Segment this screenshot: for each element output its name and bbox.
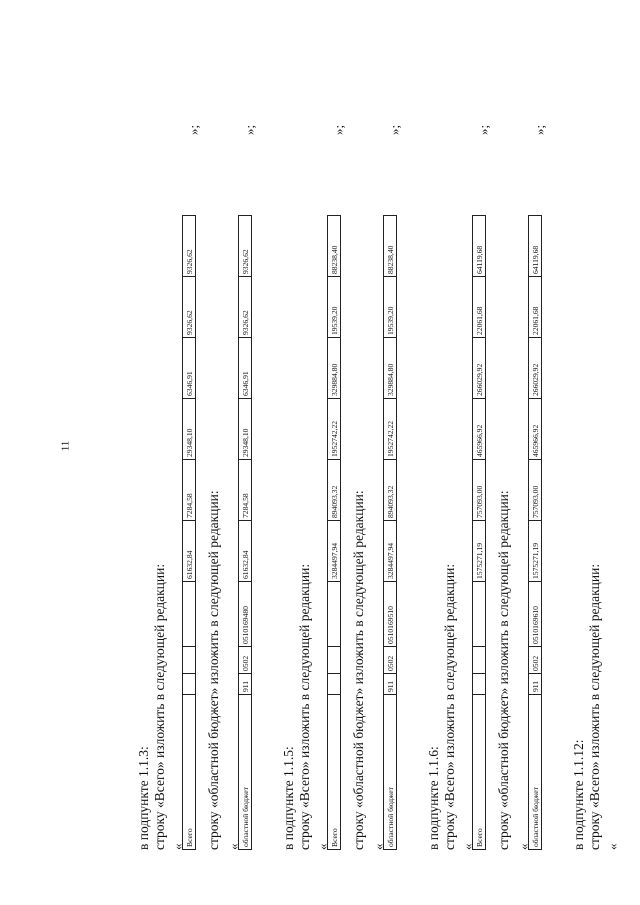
value-cell: 61632,84 — [239, 521, 252, 582]
budget-row — [528, 215, 542, 850]
open-quote: « — [226, 843, 241, 850]
value-cell: 6346,91 — [183, 338, 196, 399]
budget-row — [238, 215, 252, 850]
value-cell: 9326,62 — [239, 277, 252, 338]
target-code-cell — [473, 582, 486, 647]
row-name-cell: Всего — [328, 695, 341, 850]
value-cell: 1575271,19 — [473, 521, 486, 582]
instruction-text: строку «Всего» изложить в следующей редакции: — [442, 563, 457, 850]
instruction-text: строку «Всего» изложить в следующей редакции: — [297, 563, 312, 850]
code-cell — [473, 674, 486, 695]
value-cell: 757093,00 — [473, 460, 486, 521]
close-quote: »; — [532, 124, 547, 135]
value-cell: 64119,68 — [529, 216, 542, 277]
value-cell: 22061,68 — [473, 277, 486, 338]
value-cell: 88238,40 — [328, 216, 341, 277]
target-code-cell: 0510169610 — [529, 582, 542, 647]
instruction-text: строку «областной бюджет» изложить в следующей редакции: — [206, 490, 221, 850]
open-quote: « — [371, 843, 386, 850]
value-cell: 29348,10 — [239, 399, 252, 460]
value-cell: 465966,92 — [529, 399, 542, 460]
value-cell: 465966,92 — [473, 399, 486, 460]
value-cell: 7284,58 — [183, 460, 196, 521]
section-cell: 0502 — [384, 647, 397, 674]
value-cell: 19539,20 — [384, 277, 397, 338]
value-cell: 19539,20 — [328, 277, 341, 338]
close-quote: »; — [476, 124, 491, 135]
section-cell: 0502 — [529, 647, 542, 674]
value-cell: 7284,58 — [239, 460, 252, 521]
open-quote: « — [460, 843, 475, 850]
close-quote: »; — [186, 124, 201, 135]
row-name-cell: областной бюджет — [239, 695, 252, 850]
value-cell: 329884,80 — [328, 338, 341, 399]
value-cell: 9326,62 — [183, 216, 196, 277]
value-cell: 22061,68 — [529, 277, 542, 338]
total-row — [327, 215, 341, 850]
total-row — [472, 215, 486, 850]
row-name-cell: Всего — [473, 695, 486, 850]
target-code-cell — [183, 582, 196, 647]
rotated-document — [128, 60, 620, 850]
value-cell: 894093,32 — [384, 460, 397, 521]
open-quote: « — [170, 843, 185, 850]
value-cell: 3284497,94 — [328, 521, 341, 582]
value-cell: 64119,68 — [473, 216, 486, 277]
value-cell: 757093,00 — [529, 460, 542, 521]
section-cell — [183, 647, 196, 674]
page-number: 11 — [59, 440, 72, 452]
value-cell: 1575271,19 — [529, 521, 542, 582]
value-cell: 88238,40 — [384, 216, 397, 277]
close-quote: »; — [242, 124, 257, 135]
section-cell: 0502 — [239, 647, 252, 674]
row-name-cell: областной бюджет — [384, 695, 397, 850]
instruction-text: строку «областной бюджет» изложить в следующей редакции: — [351, 490, 366, 850]
target-code-cell: 0510169510 — [384, 582, 397, 647]
value-cell: 1952742,22 — [384, 399, 397, 460]
value-cell: 6346,91 — [239, 338, 252, 399]
close-quote: »; — [387, 124, 402, 135]
value-cell: 9326,62 — [239, 216, 252, 277]
subpoint-heading: в подпункте 1.1.12: — [571, 739, 586, 850]
value-cell: 266029,92 — [529, 338, 542, 399]
code-cell — [328, 674, 341, 695]
value-cell: 1952742,22 — [328, 399, 341, 460]
close-quote: »; — [331, 124, 346, 135]
value-cell: 894093,32 — [328, 460, 341, 521]
budget-row — [383, 215, 397, 850]
value-cell: 29348,10 — [183, 399, 196, 460]
subpoint-heading: в подпункте 1.1.3: — [136, 746, 151, 850]
open-quote: « — [315, 843, 330, 850]
subpoint-heading: в подпункте 1.1.6: — [426, 746, 441, 850]
code-cell: 911 — [239, 674, 252, 695]
value-cell: 61632,84 — [183, 521, 196, 582]
row-name-cell: областной бюджет — [529, 695, 542, 850]
target-code-cell: 0510169480 — [239, 582, 252, 647]
section-cell — [328, 647, 341, 674]
total-row — [182, 215, 196, 850]
open-quote: « — [516, 843, 531, 850]
code-cell: 911 — [529, 674, 542, 695]
instruction-text: строку «Всего» изложить в следующей редакции: — [152, 563, 167, 850]
subpoint-heading: в подпункте 1.1.5: — [281, 746, 296, 850]
instruction-text: строку «Всего» изложить в следующей редакции: — [587, 563, 602, 850]
value-cell: 329884,80 — [384, 338, 397, 399]
row-name-cell: Всего — [183, 695, 196, 850]
value-cell: 266029,92 — [473, 338, 486, 399]
value-cell: 9326,62 — [183, 277, 196, 338]
section-cell — [473, 647, 486, 674]
open-quote: « — [605, 843, 620, 850]
code-cell — [183, 674, 196, 695]
code-cell: 911 — [384, 674, 397, 695]
instruction-text: строку «областной бюджет» изложить в следующей редакции: — [496, 490, 511, 850]
value-cell: 3284497,94 — [384, 521, 397, 582]
target-code-cell — [328, 582, 341, 647]
